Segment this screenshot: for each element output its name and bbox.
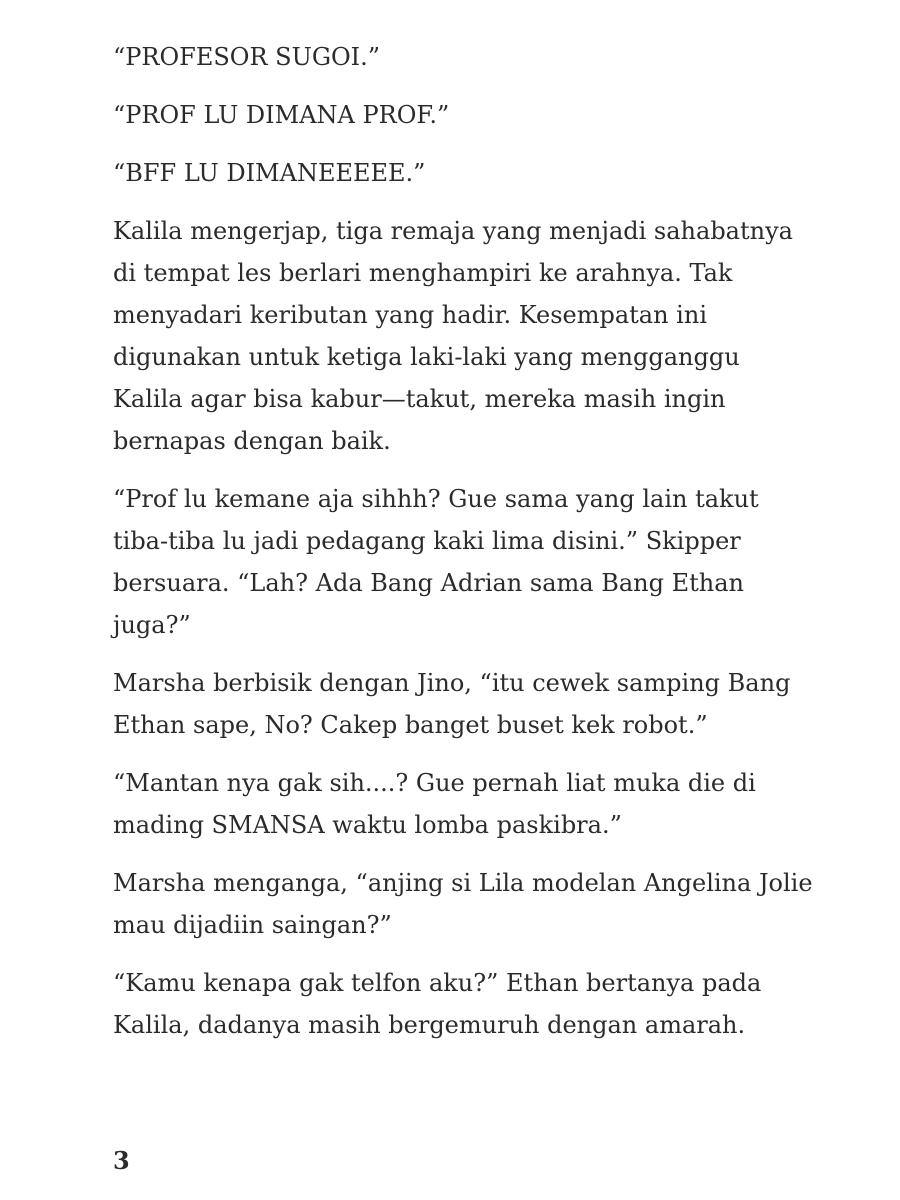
paragraph	[113, 862, 883, 946]
page-number: 3	[113, 1146, 130, 1175]
paragraph	[113, 478, 883, 646]
text-line: Marsha berbisik dengan Jino, “itu cewek samping Bang	[113, 669, 791, 697]
text-line: di tempat les berlari menghampiri ke arahnya. Tak	[113, 259, 733, 287]
text-line: Ethan sape, No? Cakep banget buset kek robot.”	[113, 711, 708, 739]
text-line: “PROFESOR SUGOI.”	[113, 43, 381, 71]
text-line: Kalila, dadanya masih bergemuruh dengan amarah.	[113, 1011, 746, 1039]
page-body	[113, 36, 883, 1062]
paragraph	[113, 662, 883, 746]
text-line: bersuara. “Lah? Ada Bang Adrian sama Bang Ethan	[113, 569, 744, 597]
paragraph	[113, 210, 883, 462]
text-line: “Mantan nya gak sih....? Gue pernah liat muka die di	[113, 769, 756, 797]
text-line: mau dijadiin saingan?”	[113, 911, 392, 939]
text-line: “BFF LU DIMANEEEEE.”	[113, 159, 426, 187]
text-line: menyadari keributan yang hadir. Kesempatan ini	[113, 301, 707, 329]
text-line: Kalila agar bisa kabur—takut, mereka masih ingin	[113, 385, 726, 413]
paragraph	[113, 152, 883, 194]
text-line: tiba-tiba lu jadi pedagang kaki lima disini.” Skipper	[113, 527, 741, 555]
text-line: juga?”	[113, 611, 191, 639]
text-line: mading SMANSA waktu lomba paskibra.”	[113, 811, 622, 839]
paragraph	[113, 762, 883, 846]
text-line: “Prof lu kemane aja sihhh? Gue sama yang lain takut	[113, 485, 759, 513]
text-line: digunakan untuk ketiga laki-laki yang mengganggu	[113, 343, 740, 371]
paragraph	[113, 94, 883, 136]
paragraph	[113, 36, 883, 78]
text-line: “PROF LU DIMANA PROF.”	[113, 101, 450, 129]
text-line: “Kamu kenapa gak telfon aku?” Ethan bertanya pada	[113, 969, 762, 997]
text-line: Marsha menganga, “anjing si Lila modelan Angelina Jolie	[113, 869, 813, 897]
text-line: Kalila mengerjap, tiga remaja yang menjadi sahabatnya	[113, 217, 793, 245]
paragraph	[113, 962, 883, 1046]
text-line: bernapas dengan baik.	[113, 427, 391, 455]
